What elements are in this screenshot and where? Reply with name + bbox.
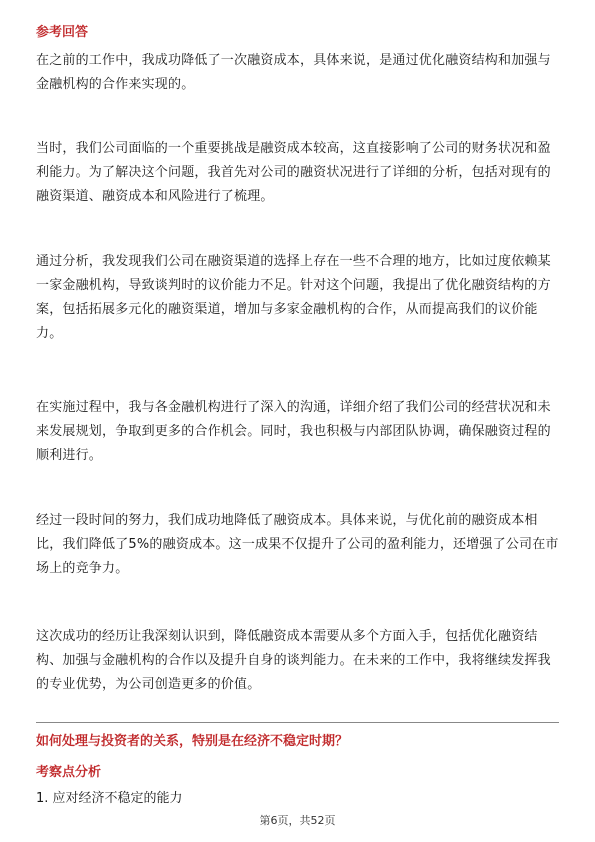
answer-paragraph-5: 经过一段时间的努力，我们成功地降低了融资成本。具体来说，与优化前的融资成本相比，我们降低了5%的融资成本。这一成果不仅提升了公司的盈利能力，还增强了公司在市场上的竞争力。 <box>36 513 559 576</box>
analysis-title: 考察点分析 <box>36 765 102 780</box>
question-title: 如何处理与投资者的关系，特别是在经济不稳定时期？ <box>36 734 349 749</box>
section-divider <box>36 722 559 723</box>
answer-paragraph-3: 通过分析，我发现我们公司在融资渠道的选择上存在一些不合理的地方，比如过度依赖某一家金融机构，导致谈判时的议价能力不足。针对这个问题，我提出了优化融资结构的方案，包括拓展多元化的融资渠道，增加与多家金融机构的合作，从而提高我们的议价能力。 <box>36 254 551 341</box>
answer-paragraph-1: 在之前的工作中，我成功降低了一次融资成本，具体来说，是通过优化融资结构和加强与金融机构的合作来实现的。 <box>36 53 551 92</box>
answer-paragraph-6: 这次成功的经历让我深刻认识到，降低融资成本需要从多个方面入手，包括优化融资结构、加强与金融机构的合作以及提升自身的谈判能力。在未来的工作中，我将继续发挥我的专业优势，为公司创造更多的价值。 <box>36 629 551 692</box>
answer-paragraph-4: 在实施过程中，我与各金融机构进行了深入的沟通，详细介绍了我们公司的经营状况和未来发展规划，争取到更多的合作机会。同时，我也积极与内部团队协调，确保融资过程的顺利进行。 <box>36 400 551 463</box>
section-title: 参考回答 <box>36 25 89 40</box>
analysis-point-1: 1. 应对经济不稳定的能力 <box>36 791 183 806</box>
answer-paragraph-2: 当时，我们公司面临的一个重要挑战是融资成本较高，这直接影响了公司的财务状况和盈利能力。为了解决这个问题，我首先对公司的融资状况进行了详细的分析，包括对现有的融资渠道、融资成本和风险进行了梳理。 <box>36 141 551 204</box>
page-number: 第6页，共52页 <box>259 814 336 827</box>
